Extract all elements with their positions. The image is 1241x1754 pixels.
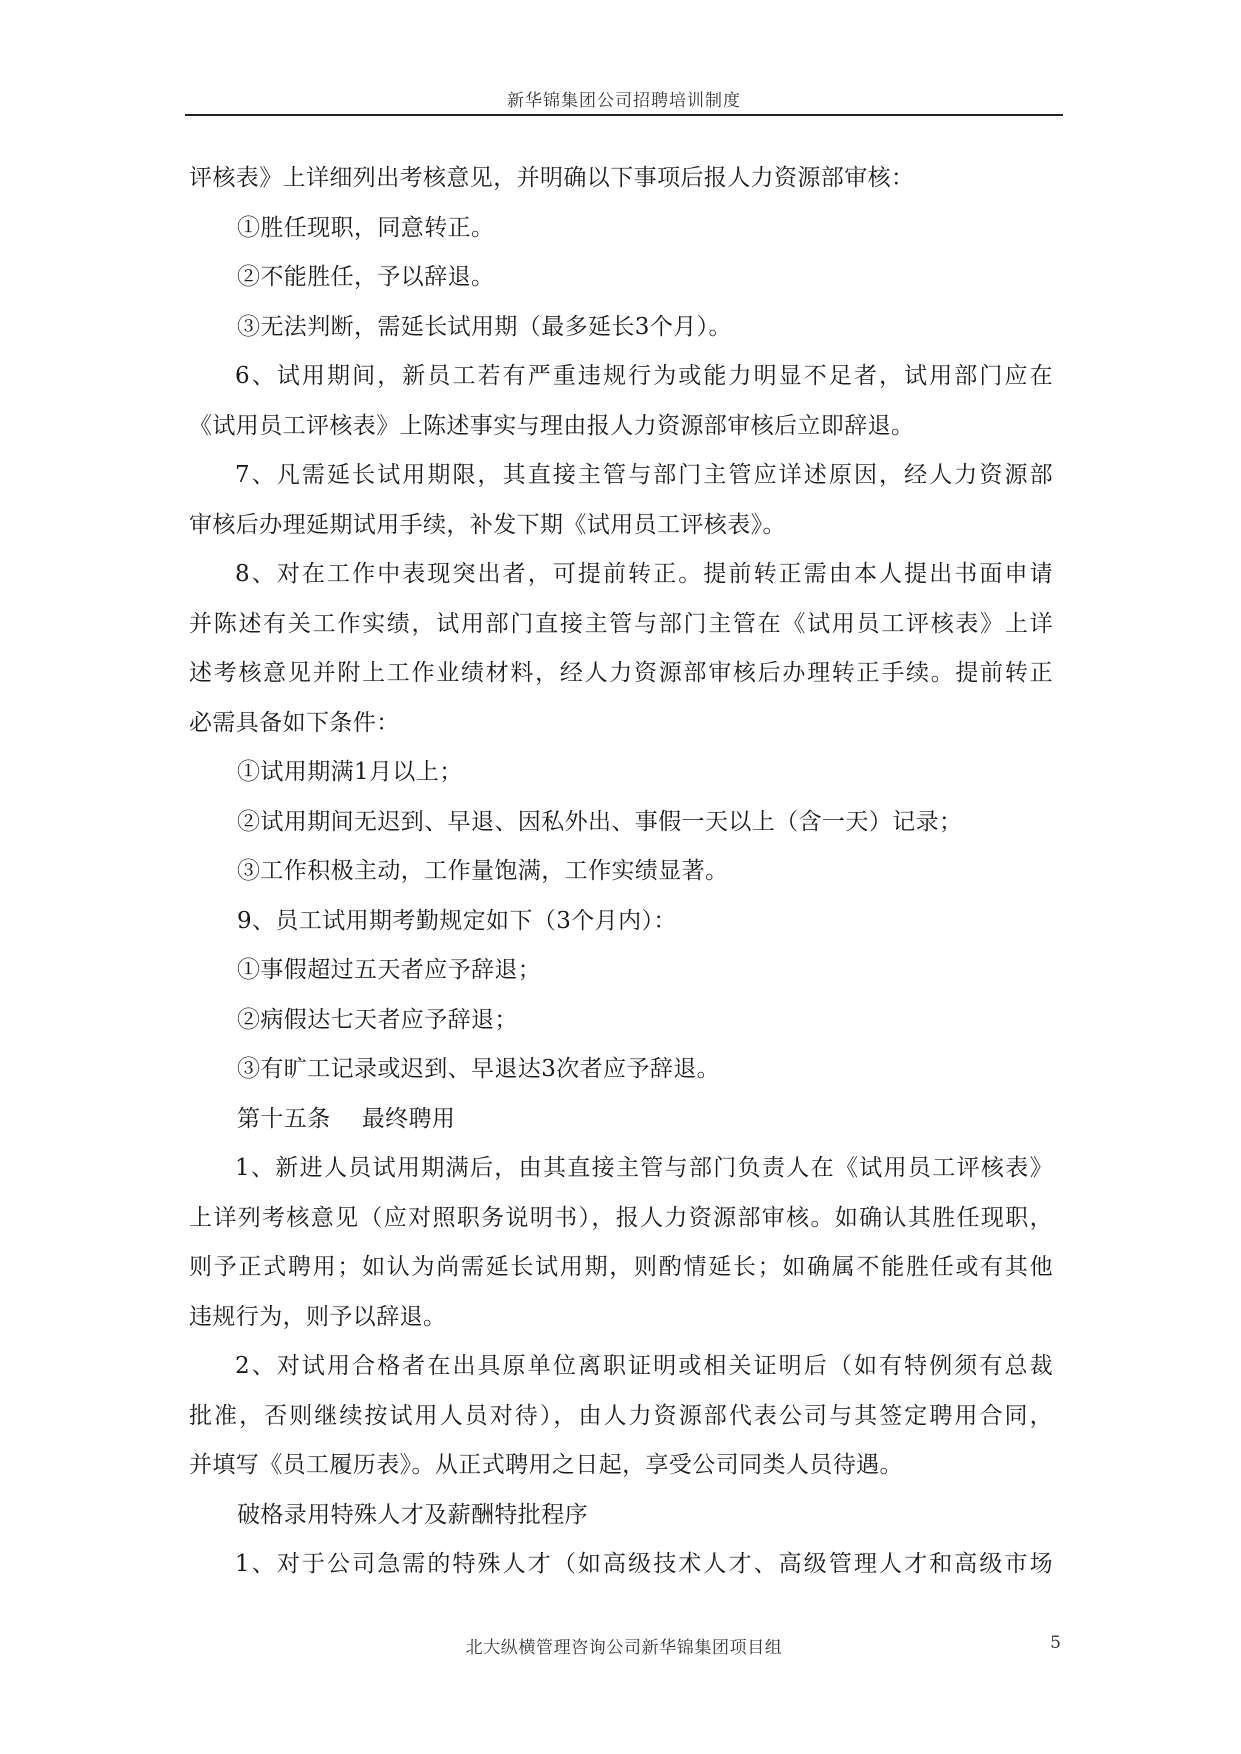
header-rule <box>185 114 1063 116</box>
text-line: 9、员工试用期考勤规定如下（3个月内）： <box>237 907 677 934</box>
text-line: ①事假超过五天者应予辞退； <box>237 957 542 983</box>
text-line: 上详列考核意见（应对照职务说明书），报人力资源部审核。如确认其胜任现职， <box>189 1204 1053 1231</box>
text-line: ①试用期满1月以上； <box>237 759 463 785</box>
text-line: ①胜任现职，同意转正。 <box>237 214 495 241</box>
text-line: 6、试用期间，新员工若有严重违规行为或能力明显不足者，试用部门应在 <box>235 363 1053 389</box>
text-line: 评核表》上详细列出考核意见，并明确以下事项后报人力资源部审核： <box>189 165 915 191</box>
page-number: 5 <box>1050 1633 1061 1653</box>
text-line: 述考核意见并附上工作业绩材料，经人力资源部审核后办理转正手续。提前转正 <box>189 660 1053 686</box>
text-line: 必需具备如下条件： <box>189 709 400 736</box>
text-line: ②不能胜任，予以辞退。 <box>237 264 495 290</box>
text-line: ③工作积极主动，工作量饱满，工作实绩显著。 <box>237 858 729 884</box>
text-line: 1、对于公司急需的特殊人才（如高级技术人才、高级管理人才和高级市场 <box>235 1551 1053 1577</box>
text-line: 《试用员工评核表》上陈述事实与理由报人力资源部审核后立即辞退。 <box>189 412 915 439</box>
footer-text: 北大纵横管理咨询公司新华锦集团项目组 <box>465 1638 783 1658</box>
text-line: 批准，否则继续按试用人员对待），由人力资源部代表公司与其签定聘用合同， <box>189 1402 1053 1429</box>
text-line: 8、对在工作中表现突出者，可提前转正。提前转正需由本人提出书面申请 <box>235 561 1053 587</box>
text-line: ③无法判断，需延长试用期（最多延长3个月）。 <box>237 313 732 340</box>
text-line: 7、凡需延长试用期限，其直接主管与部门主管应详述原因，经人力资源部 <box>235 462 1053 488</box>
text-line: 并陈述有关工作实绩，试用部门直接主管与部门主管在《试用员工评核表》上详 <box>189 610 1053 637</box>
text-line: 2、对试用合格者在出具原单位离职证明或相关证明后（如有特例须有总裁 <box>235 1353 1053 1379</box>
section-heading: 破格录用特殊人才及薪酬特批程序 <box>237 1501 588 1528</box>
text-line: 违规行为，则予以辞退。 <box>189 1303 447 1330</box>
page-header: 新华锦集团公司招聘培训制度 <box>507 91 741 111</box>
text-line: ③有旷工记录或迟到、早退达3次者应予辞退。 <box>237 1056 721 1082</box>
section-heading: 第十五条 最终聘用 <box>237 1105 456 1132</box>
text-line: ②病假达七天者应予辞退； <box>237 1006 518 1033</box>
text-line: 则予正式聘用；如认为尚需延长试用期，则酌情延长；如确属不能胜任或有其他 <box>189 1254 1053 1280</box>
body-text <box>189 154 1053 1590</box>
text-line: 并填写《员工履历表》。从正式聘用之日起，享受公司同类人员待遇。 <box>189 1452 903 1478</box>
text-line: ②试用期间无迟到、早退、因私外出、事假一天以上（含一天）记录； <box>237 808 963 835</box>
text-line: 审核后办理延期试用手续，补发下期《试用员工评核表》。 <box>189 511 786 538</box>
text-line: 1、新进人员试用期满后，由其直接主管与部门负责人在《试用员工评核表》 <box>235 1155 1053 1181</box>
